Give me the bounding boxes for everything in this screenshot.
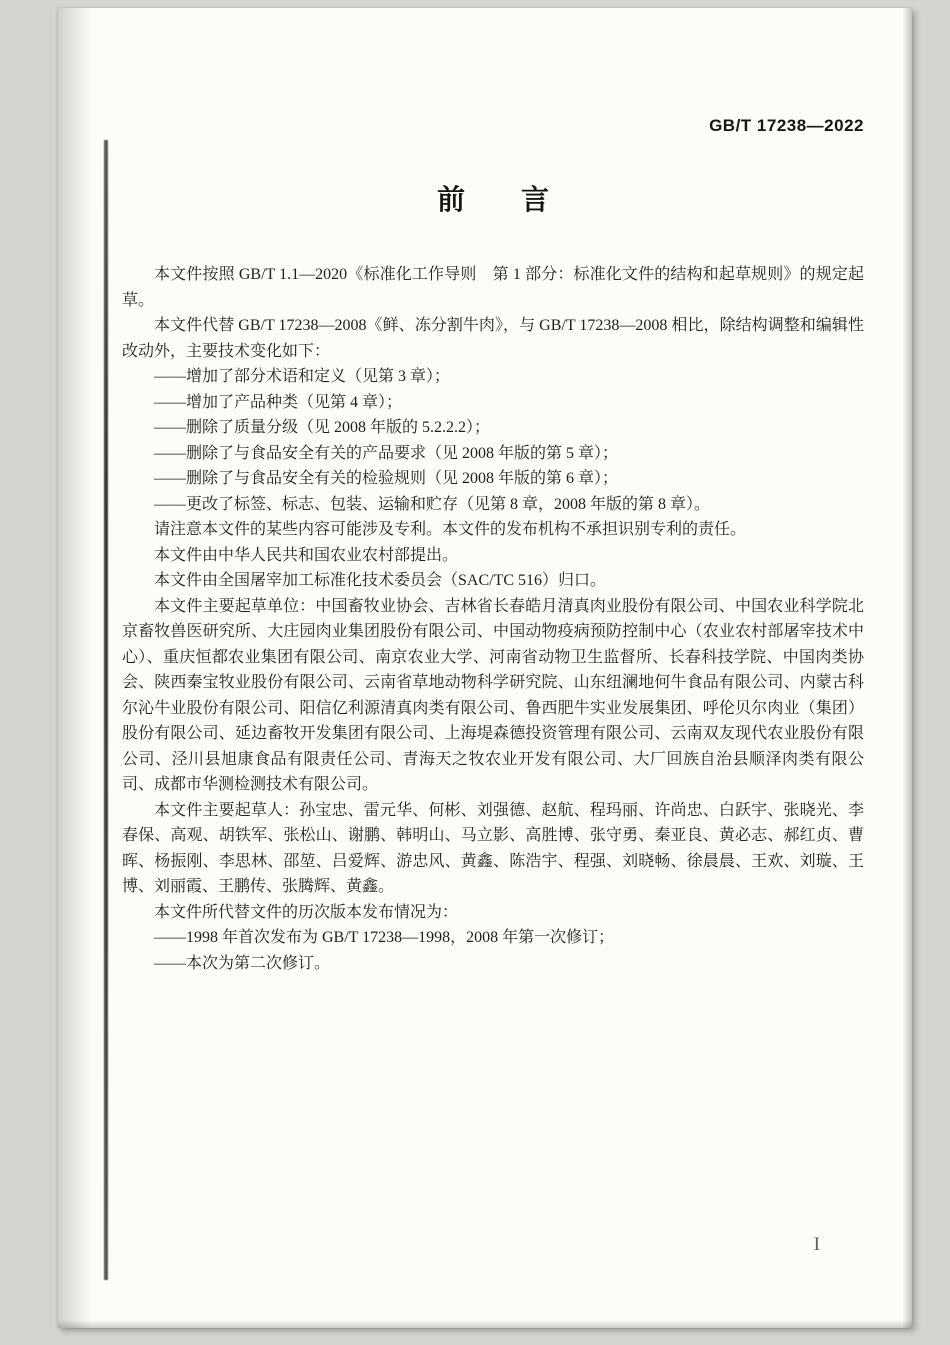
- page-content: [122, 8, 864, 976]
- para-replacement-statement: 本文件代替 GB/T 17238—2008《鲜、冻分割牛肉》，与 GB/T 17238—2008 相比，除结构调整和编辑性改动外，主要技术变化如下：: [122, 317, 864, 360]
- foreword-body: [122, 262, 864, 976]
- scan-right-shadow: [902, 8, 912, 1328]
- version-item-current: ——本次为第二次修订。: [154, 954, 331, 972]
- para-drafters: 本文件主要起草人：孙宝忠、雷元华、何彬、刘强德、赵航、程玛丽、许尚忠、白跃宇、张晓光、李春保、高观、胡铁军、张松山、谢鹏、韩明山、马立影、高胜博、张守勇、秦亚良、黄必志、郝红贞、曹晖、杨振刚、李思林、邵堃、吕爱辉、游忠风、黄鑫、陈浩宇、程强、刘晓畅、徐晨晨、王欢、刘璇、王博、刘丽霞、王鹏传、张腾辉、黄鑫。: [122, 801, 864, 895]
- foreword-title: 前 言: [436, 184, 549, 215]
- document-page: [58, 8, 912, 1328]
- change-item-quality-grading: ——删除了质量分级（见 2008 年版的 5.2.2.2）；: [154, 419, 491, 436]
- change-item-product-requirements: ——删除了与食品安全有关的产品要求（见 2008 年版的第 5 章）；: [154, 444, 619, 462]
- version-item-first: ——1998 年首次发布为 GB/T 17238—1998，2008 年第一次修订；: [154, 929, 615, 946]
- change-item-inspection-rules: ——删除了与食品安全有关的检验规则（见 2008 年版的第 6 章）；: [154, 470, 619, 487]
- scan-artifact-line: [104, 140, 108, 1280]
- para-patent-notice: 请注意本文件的某些内容可能涉及专利。本文件的发布机构不承担识别专利的责任。: [154, 521, 747, 538]
- scan-left-shadow: [58, 8, 92, 1328]
- para-version-history-intro: 本文件所代替文件的历次版本发布情况为：: [154, 903, 459, 921]
- change-item-labeling: ——更改了标签、标志、包装、运输和贮存（见第 8 章，2008 年版的第 8 章）。: [154, 495, 711, 513]
- change-item-product-types: ——增加了产品种类（见第 4 章）；: [154, 393, 403, 411]
- para-drafting-basis: 本文件按照 GB/T 1.1—2020《标准化工作导则 第 1 部分：标准化文件的结构和起草规则》的规定起草。: [122, 266, 864, 309]
- scan-bottom-shadow: [58, 1320, 912, 1328]
- page-number: I: [813, 1234, 820, 1255]
- change-item-terms: ——增加了部分术语和定义（见第 3 章）；: [154, 368, 451, 385]
- para-proposing-body: 本文件由中华人民共和国农业农村部提出。: [154, 546, 459, 564]
- standard-number: GB/T 17238—2022: [709, 116, 864, 135]
- para-drafting-organizations: 本文件主要起草单位：中国畜牧业协会、吉林省长春皓月清真肉业股份有限公司、中国农业科学院北京畜牧兽医研究所、大庄园肉业集团股份有限公司、中国动物疫病预防控制中心（农业农村部屠宰技术中心）、重庆恒都农业集团有限公司、南京农业大学、河南省动物卫生监督所、长春科技学院、中国肉类协会、陕西秦宝牧业股份有限公司、云南省草地动物科学研究院、山东纽澜地何牛食品有限公司、内蒙古科尔沁牛业股份有限公司、阳信亿利源清真肉类有限公司、鲁西肥牛实业发展集团、呼伦贝尔肉业（集团）股份有限公司、延边畜牧开发集团有限公司、上海堤森德投资管理有限公司、云南双友现代农业股份有限公司、泾川县旭康食品有限责任公司、青海天之牧农业开发有限公司、大厂回族自治县顺泽肉类有限公司、成都市华测检测技术有限公司。: [122, 597, 864, 793]
- para-technical-committee: 本文件由全国屠宰加工标准化技术委员会（SAC/TC 516）归口。: [154, 572, 607, 589]
